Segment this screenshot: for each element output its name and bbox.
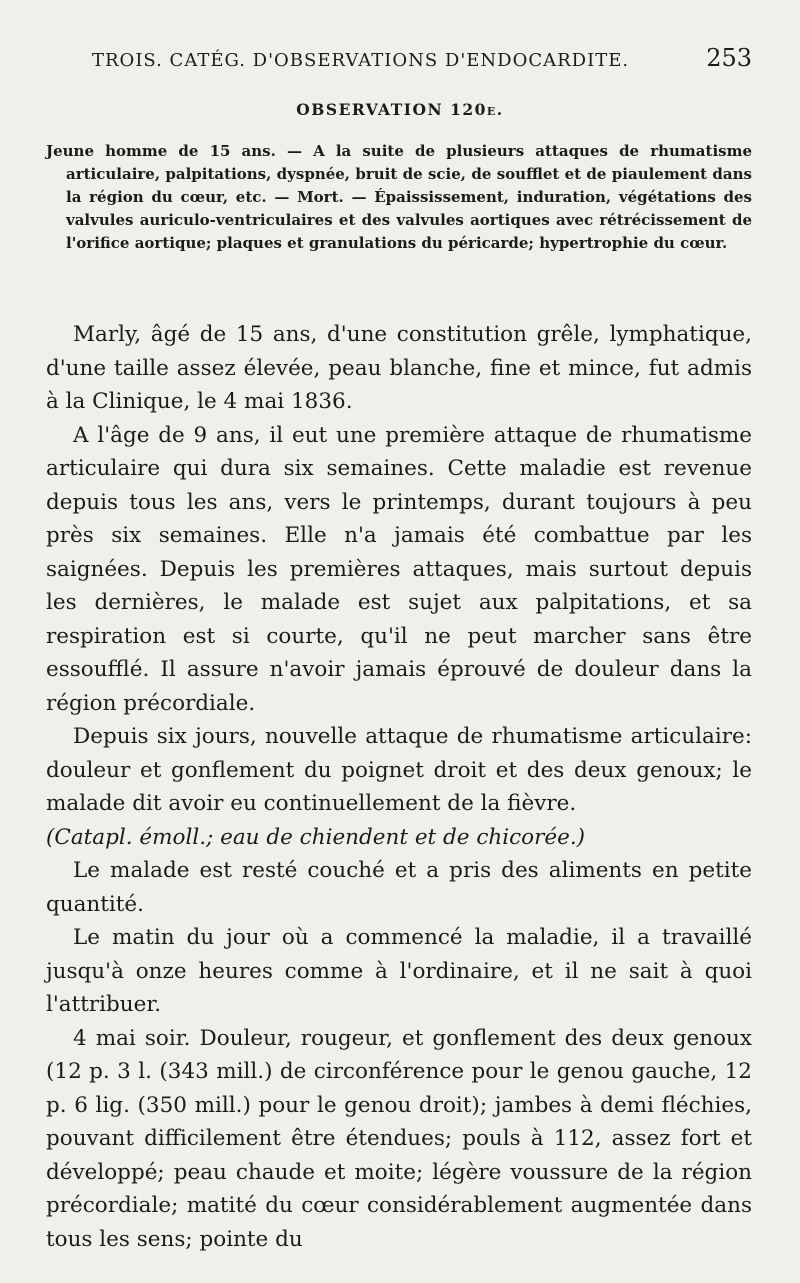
observation-title: OBSERVATION 120e.: [296, 100, 504, 119]
prescription: (Catapl. émoll.; eau de chiendent et de chicorée.): [46, 824, 586, 850]
paragraph: [46, 720, 752, 854]
running-title: TROIS. CATÉG. D'OBSERVATIONS D'ENDOCARDITE.: [92, 50, 630, 71]
page-number: 253: [706, 44, 752, 72]
body-text: [46, 318, 752, 1256]
paragraph-text: Depuis six jours, nouvelle attaque de rhumatisme articulaire: douleur et gonflement du poignet droit et des deux genoux; le malade dit avoir eu continuellement de la fièvre.: [46, 724, 752, 816]
paragraph: Marly, âgé de 15 ans, d'une constitution grêle, lymphatique, d'une taille assez élevée, peau blanche, fine et mince, fut admis à la Clinique, le 4 mai 1836.: [46, 322, 752, 414]
observation-summary: Jeune homme de 15 ans. — A la suite de plusieurs attaques de rhumatisme articulaire, palpitations, dyspnée, bruit de scie, de soufflet et de piaulement dans la région du cœur, etc. — Mort. — Épaississement, induration, végétations des valvules auriculo-ventriculaires et des valvules aortiques avec rétrécissement de l'orifice aortique; plaques et granulations du péricarde; hypertrophie du cœur.: [46, 142, 752, 252]
paragraph: Le matin du jour où a commencé la maladie, il a travaillé jusqu'à onze heures comme à l'ordinaire, et il ne sait à quoi l'attribuer.: [46, 925, 752, 1017]
paragraph: A l'âge de 9 ans, il eut une première attaque de rhumatisme articulaire qui dura six semaines. Cette maladie est revenue depuis tous les ans, vers le printemps, durant toujours à peu près six semaines. Elle n'a jamais été combattue par les saignées. Depuis les premières attaques, mais surtout depuis les dernières, le malade est sujet aux palpitations, et sa respiration est si courte, qu'il ne peut marcher sans être essoufflé. Il assure n'avoir jamais éprouvé de douleur dans la région précordiale.: [46, 422, 752, 716]
paragraph: 4 mai soir. Douleur, rougeur, et gonflement des deux genoux (12 p. 3 l. (343 mill.) de circonférence pour le genou gauche, 12 p. 6 lig. (350 mill.) pour le genou droit); jambes à demi fléchies, pouvant difficilement être étendues; pouls à 112, assez fort et développé; peau chaude et moite; légère voussure de la région précordiale; matité du cœur considérablement augmentée dans tous les sens; pointe du: [46, 1025, 752, 1252]
paragraph: Le malade est resté couché et a pris des aliments en petite quantité.: [46, 858, 752, 917]
running-head: [92, 44, 752, 72]
